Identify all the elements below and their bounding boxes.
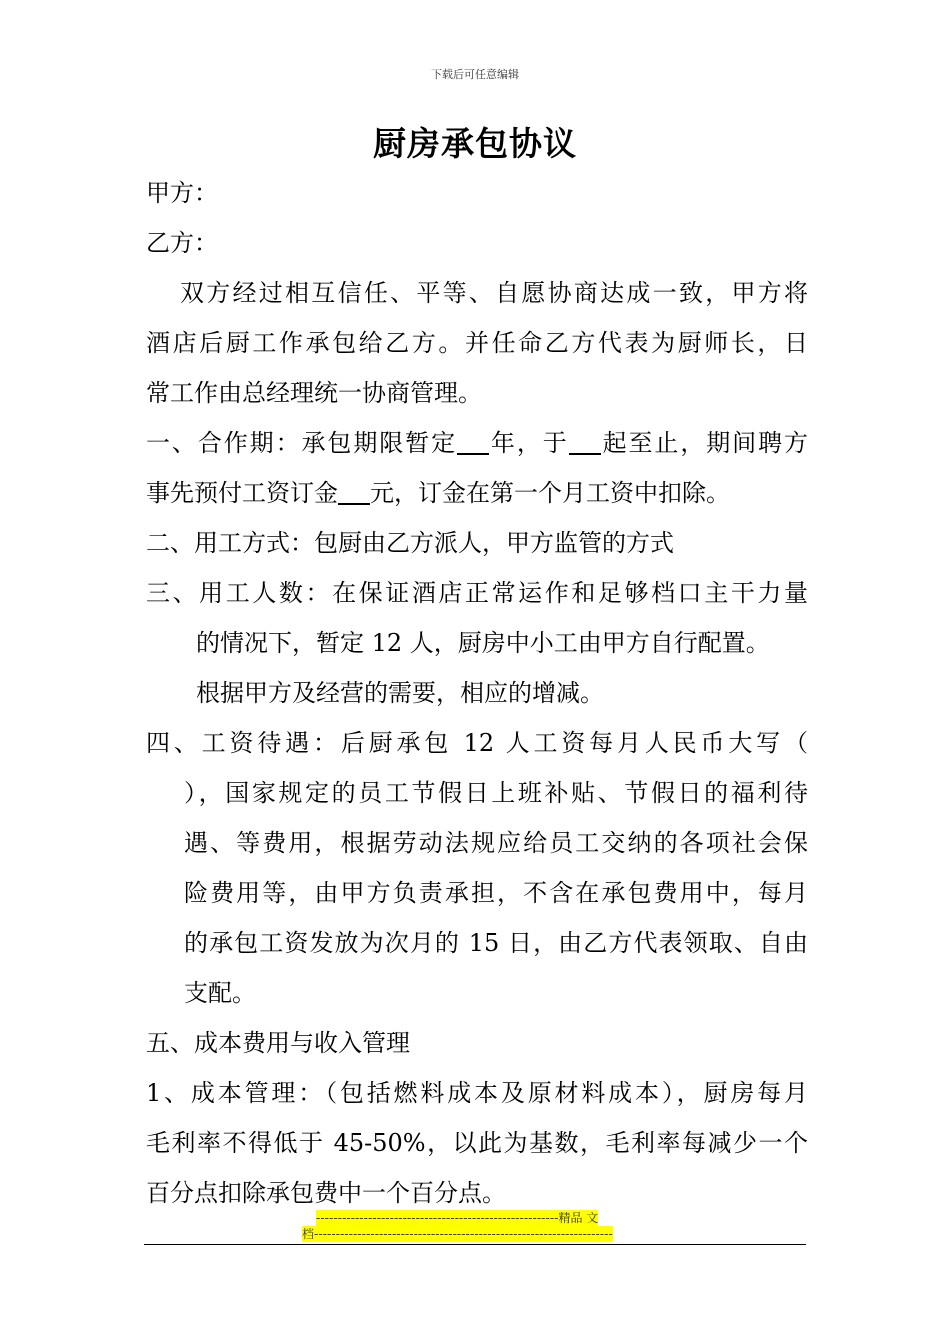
section-1-text-c: 起至止，期间聘方 (600, 429, 809, 457)
section-1-text-e: 元，订金在第一个月工资中扣除。 (370, 479, 730, 507)
section-1-text-a: 一、合作期：承包期限暂定 (146, 429, 457, 457)
section-1-text-b: 年，于 (489, 429, 569, 457)
header-note: 下载后可任意编辑 (431, 68, 519, 81)
section-3-line-1: 三、用工人数：在保证酒店正常运作和足够档口主干力量 (146, 579, 808, 607)
section-3-line-3: 根据甲方及经营的需要，相应的增减。 (196, 679, 604, 707)
intro-line-3: 常工作由总经理统一协商管理。 (146, 379, 482, 407)
section-4-line-3: 遇、等费用，根据劳动法规应给员工交纳的各项社会保 (184, 829, 808, 857)
section-4-line-2: ），国家规定的员工节假日上班补贴、节假日的福利待 (184, 779, 808, 807)
section-2-line: 二、用工方式：包厨由乙方派人，甲方监管的方式 (146, 529, 674, 557)
section-3-line-2: 的情况下，暂定 12 人，厨房中小工由甲方自行配置。 (196, 629, 770, 657)
section-1-line-2 (146, 468, 808, 518)
section-5-heading: 五、成本费用与收入管理 (146, 1029, 410, 1057)
section-5-1-line-2: 毛利率不得低于 45-50%，以此为基数，毛利率每减少一个 (146, 1129, 808, 1157)
blank-start-date (569, 429, 601, 455)
document-body (146, 168, 808, 1218)
blank-years (457, 429, 489, 455)
section-4-line-4: 险费用等，由甲方负责承担，不含在承包费用中，每月 (184, 879, 808, 907)
section-4-line-1: 四、工资待遇：后厨承包 12 人工资每月人民币大写（ (146, 729, 808, 757)
section-4-line-6: 支配。 (184, 979, 256, 1007)
party-a-line: 甲方： (146, 179, 218, 207)
footer-rule (144, 1244, 806, 1245)
section-1-line-1 (146, 418, 808, 468)
party-b-line: 乙方： (146, 229, 218, 257)
document-title: 厨房承包协议 (373, 124, 577, 163)
intro-line-2: 酒店后厨工作承包给乙方。并任命乙方代表为厨师长，日 (146, 329, 808, 357)
section-5-1-line-1: 1、成本管理：（包括燃料成本及原材料成本），厨房每月 (146, 1079, 808, 1107)
blank-deposit (338, 479, 370, 505)
section-4-line-5: 的承包工资发放为次月的 15 日，由乙方代表领取、自由 (184, 929, 808, 957)
section-5-1-line-3: 百分点扣除承包费中一个百分点。 (146, 1179, 506, 1207)
intro-line-1: 双方经过相互信任、平等、自愿协商达成一致，甲方将 (180, 279, 808, 307)
footer-banner-line-1: --------------------------------------------------------精品 文 (316, 1211, 599, 1225)
section-1-text-d: 事先预付工资订金 (146, 479, 338, 507)
footer-banner-line-2: 档--------------------------------------------------------------------- (302, 1227, 613, 1241)
